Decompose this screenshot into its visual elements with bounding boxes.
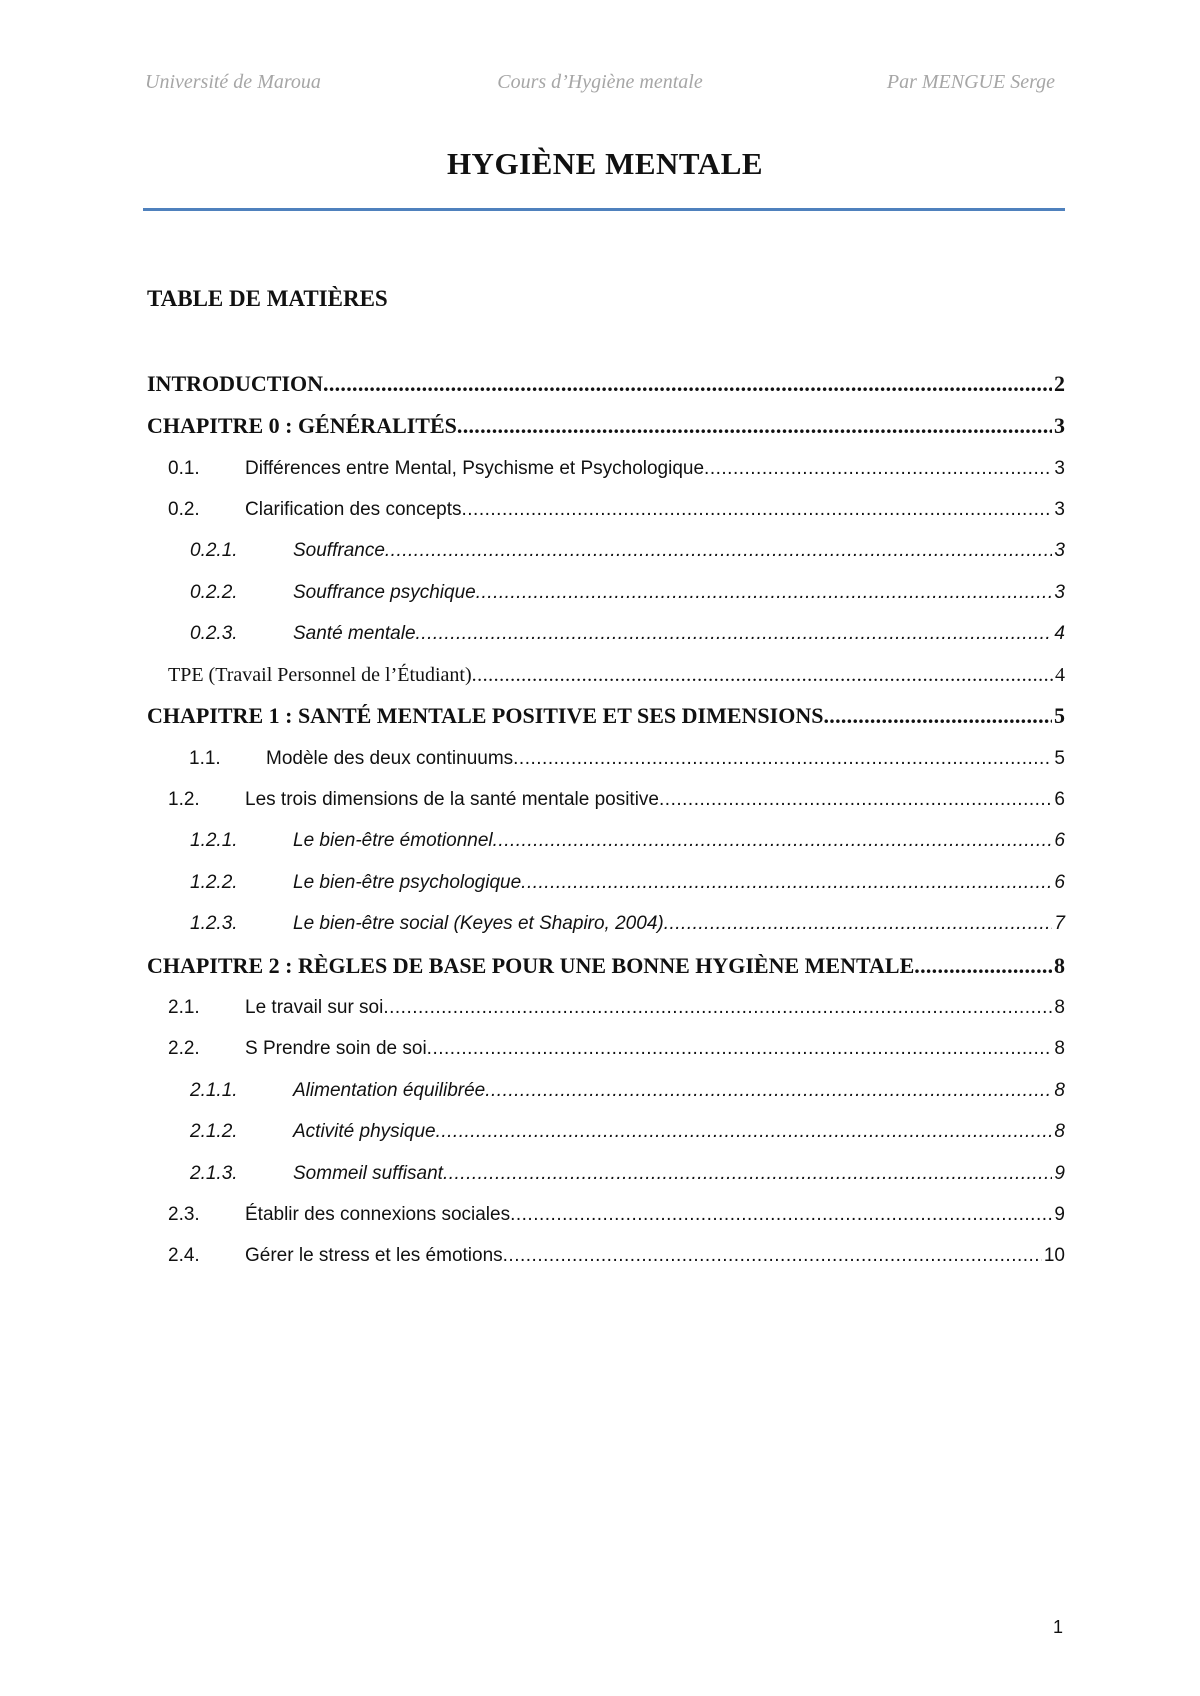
toc-entry-2-3[interactable] <box>168 1204 1065 1226</box>
toc-page-number: 6 <box>1054 872 1065 893</box>
toc-entry-label: Sommeil suffisant <box>293 1163 443 1184</box>
toc-entry-1-1[interactable] <box>168 748 1065 770</box>
page-number: 1 <box>1052 1617 1063 1637</box>
toc-entry-label: Le travail sur soi <box>245 997 384 1018</box>
toc-page-number: 7 <box>1054 913 1065 934</box>
toc-entry-label: CHAPITRE 2 : RÈGLES DE BASE POUR UNE BONNE HYGIÈNE MENTALE <box>147 953 915 978</box>
toc-entry-0-2-1[interactable] <box>190 540 1065 562</box>
toc-page-number: 3 <box>1054 499 1065 520</box>
toc-leader-dots <box>457 413 1052 439</box>
toc-entry-chapter-2[interactable] <box>147 953 1065 979</box>
toc-entry-label: Le bien-être psychologique <box>293 872 522 893</box>
toc-leader-dots <box>659 789 1052 811</box>
toc-page-number: 5 <box>1054 703 1065 728</box>
toc-page-number: 8 <box>1054 1080 1065 1101</box>
toc-entry-label: CHAPITRE 1 : SANTÉ MENTALE POSITIVE ET SES DIMENSIONS <box>147 703 824 728</box>
document-title: HYGIÈNE MENTALE <box>446 146 764 181</box>
toc-page-number: 8 <box>1054 997 1065 1018</box>
toc-heading: TABLE DE MATIÈRES <box>147 286 388 311</box>
toc-entry-number: 0.1. <box>168 458 200 479</box>
toc-page-number: 8 <box>1054 953 1065 978</box>
toc-entry-1-2[interactable] <box>168 789 1065 811</box>
toc-entry-number: 2.3. <box>168 1204 200 1225</box>
toc-leader-dots <box>385 540 1053 562</box>
toc-entry-number: 0.2.2. <box>190 582 238 603</box>
toc-entry-2-2[interactable] <box>168 1038 1065 1060</box>
toc-page-number: 3 <box>1054 458 1065 479</box>
toc-entry-label: Le bien-être émotionnel <box>293 830 493 851</box>
toc-entry-number: 1.2.1. <box>190 830 238 851</box>
toc-entry-number: 1.2.3. <box>190 913 238 934</box>
toc-entry-label: S Prendre soin de soi <box>245 1038 427 1059</box>
toc-entry-2-1-3[interactable] <box>190 1163 1065 1185</box>
toc-leader-dots <box>513 748 1052 770</box>
toc-entry-2-1-1[interactable] <box>190 1080 1065 1102</box>
toc-page-number: 9 <box>1054 1204 1065 1225</box>
toc-leader-dots <box>383 997 1052 1019</box>
toc-leader-dots <box>462 499 1053 521</box>
toc-entry-label: Santé mentale <box>293 623 416 644</box>
toc-page-number: 8 <box>1054 1121 1065 1142</box>
toc-entry-label: Les trois dimensions de la santé mentale positive <box>245 789 660 810</box>
toc-entry-number: 2.1.1. <box>190 1080 238 1101</box>
toc-page-number: 8 <box>1054 1038 1065 1059</box>
toc-entry-0-2[interactable] <box>168 499 1065 521</box>
toc-entry-number: 2.4. <box>168 1245 200 1266</box>
toc-leader-dots <box>323 371 1052 397</box>
toc-page-number: 4 <box>1055 664 1065 686</box>
toc-entry-1-2-1[interactable] <box>190 830 1065 852</box>
toc-entry-label: Alimentation équilibrée <box>293 1080 486 1101</box>
toc-entry-label: Souffrance psychique <box>293 582 476 603</box>
toc-entry-label: Modèle des deux continuums <box>266 748 514 769</box>
toc-leader-dots <box>493 830 1053 852</box>
toc-entry-label: Le bien-être social (Keyes et Shapiro, 2004) <box>293 913 664 934</box>
toc-page-number: 6 <box>1054 830 1065 851</box>
toc-entry-2-1-2[interactable] <box>190 1121 1065 1143</box>
toc-leader-dots <box>443 1163 1052 1185</box>
toc-entry-label: Gérer le stress et les émotions <box>245 1245 503 1266</box>
toc-entry-0-2-3[interactable] <box>190 623 1065 645</box>
toc-entry-label: TPE (Travail Personnel de l’Étudiant) <box>168 664 472 686</box>
toc-entry-1-2-2[interactable] <box>190 872 1065 894</box>
toc-page-number: 3 <box>1054 540 1065 561</box>
toc-leader-dots <box>704 458 1052 480</box>
toc-leader-dots <box>416 623 1053 645</box>
toc-leader-dots <box>476 582 1053 604</box>
toc-entry-chapter-1[interactable] <box>147 703 1065 729</box>
toc-entry-2-1[interactable] <box>168 997 1065 1019</box>
toc-page-number: 6 <box>1054 789 1065 810</box>
running-header <box>145 71 1055 101</box>
toc-entry-0-2-2[interactable] <box>190 582 1065 604</box>
header-author: Par MENGUE Serge <box>886 71 1055 93</box>
toc-page-number: 3 <box>1054 582 1065 603</box>
toc-page-number: 10 <box>1043 1245 1065 1266</box>
toc-leader-dots <box>510 1204 1052 1226</box>
toc-entry-label: Activité physique <box>293 1121 436 1142</box>
toc-leader-dots <box>914 953 1052 979</box>
title-underline <box>143 208 1065 211</box>
toc-entry-chapter-0[interactable] <box>147 413 1065 439</box>
toc-entry-label: Souffrance <box>293 540 385 561</box>
header-course: Cours d’Hygiène mentale <box>497 71 703 93</box>
header-university: Université de Maroua <box>145 71 321 93</box>
toc-entry-number: 2.1. <box>168 997 200 1018</box>
toc-entry-number: 2.2. <box>168 1038 200 1059</box>
toc-entry-number: 1.1. <box>189 748 221 769</box>
toc-entry-number: 0.2.3. <box>190 623 238 644</box>
toc-leader-dots <box>521 872 1052 894</box>
toc-page-number: 3 <box>1054 413 1065 438</box>
toc-entry-1-2-3[interactable] <box>190 913 1065 935</box>
toc-entry-label: Établir des connexions sociales <box>245 1204 511 1225</box>
toc-entry-2-4[interactable] <box>168 1245 1065 1267</box>
toc-leader-dots <box>485 1080 1052 1102</box>
toc-page-number: 5 <box>1054 748 1065 769</box>
toc-leader-dots <box>503 1245 1042 1267</box>
toc-entry-introduction[interactable] <box>147 371 1065 397</box>
toc-page-number: 9 <box>1054 1163 1065 1184</box>
toc-entry-number: 0.2. <box>168 499 200 520</box>
toc-leader-dots <box>664 913 1053 935</box>
toc-entry-number: 2.1.2. <box>190 1121 238 1142</box>
toc-entry-number: 1.2. <box>168 789 200 810</box>
toc-leader-dots <box>427 1038 1053 1060</box>
toc-entry-number: 0.2.1. <box>190 540 238 561</box>
toc-entry-label: CHAPITRE 0 : GÉNÉRALITÉS <box>147 413 457 438</box>
toc-page-number: 4 <box>1054 623 1065 644</box>
toc-entry-label: Différences entre Mental, Psychisme et Psychologique <box>245 458 705 479</box>
toc-entry-tpe[interactable] <box>168 664 1065 687</box>
toc-entry-number: 2.1.3. <box>190 1163 238 1184</box>
toc-leader-dots <box>472 664 1053 687</box>
toc-leader-dots <box>436 1121 1053 1143</box>
toc-entry-0-1[interactable] <box>168 458 1065 480</box>
toc-entry-label: Clarification des concepts <box>245 499 462 520</box>
toc-entry-number: 1.2.2. <box>190 872 238 893</box>
toc-leader-dots <box>823 703 1052 729</box>
toc-entry-label: INTRODUCTION <box>147 371 324 396</box>
toc-page-number: 2 <box>1054 371 1065 396</box>
